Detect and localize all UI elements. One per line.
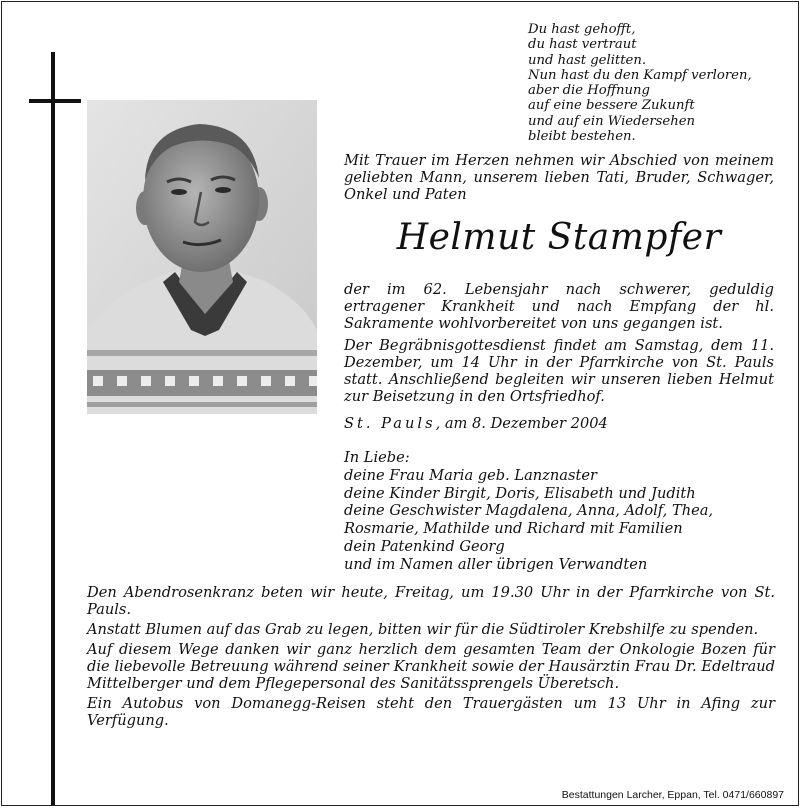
place-name: St. Pauls: [344, 415, 436, 432]
poem: [528, 22, 788, 144]
poem-line: bleibt bestehen.: [528, 129, 636, 145]
intro-paragraph: Mit Trauer im Herzen nehmen wir Abschied von meinem geliebten Mann, unserem lieben Tati, Bruder, Schwager, Onkel und Paten: [344, 152, 774, 204]
place-date: [344, 415, 608, 433]
deceased-name: Helmut Stampfer: [396, 217, 722, 258]
mourners-list: [344, 449, 784, 574]
funeral-home-credit: Bestattungen Larcher, Eppan, Tel. 0471/660897: [561, 789, 784, 801]
poem-line: aber die Hoffnung: [528, 83, 650, 99]
mourners-line: und im Namen aller übrigen Verwandten: [344, 555, 648, 573]
notice-donation: Anstatt Blumen auf das Grab zu legen, bitten wir für die Südtiroler Krebshilfe zu spenden.: [87, 620, 759, 638]
mourners-line: deine Kinder Birgit, Doris, Elisabeth und Judith: [344, 484, 696, 502]
details-paragraph: der im 62. Lebensjahr nach schwerer, geduldig ertragener Krankheit und nach Empfang der hl. Sakramente wohlvorbereitet von uns gegangen ist.: [344, 281, 774, 333]
portrait-photo: [87, 100, 317, 414]
poem-line: Du hast gehofft,: [528, 22, 636, 37]
obituary-notice: [1, 1, 799, 806]
cross-bar: [29, 99, 81, 103]
notice-rosary: Den Abendrosenkranz beten wir heute, Freitag, um 19.30 Uhr in der Pfarrkirche von St. Pauls.: [87, 584, 775, 619]
details-text: [344, 281, 774, 405]
notices: [87, 584, 775, 732]
mourners-line: dein Patenkind Georg: [344, 537, 505, 555]
mourners-line: deine Geschwister Magdalena, Anna, Adolf, Thea,: [344, 502, 714, 520]
funeral-paragraph: Der Begräbnisgottesdienst findet am Samstag, dem 11. Dezember, um 14 Uhr in der Pfarrkirche von St. Pauls statt. Anschließend begleiten wir unseren lieben Helmut zur Beisetzung in den Ortsfriedhof.: [344, 336, 774, 406]
date-text: , am 8. Dezember 2004: [435, 415, 608, 432]
poem-line: du hast vertraut: [528, 37, 637, 53]
notice-thanks: Auf diesem Wege danken wir ganz herzlich dem gesamten Team der Onkologie Bozen für die liebevolle Betreuung während seiner Krankheit sowie der Hausärztin Frau Dr. Edeltraud Mittelberger und dem Pflegepersonal des Sanitätssprengels Überetsch.: [87, 640, 775, 693]
poem-line: auf eine bessere Zukunft: [528, 98, 695, 114]
intro-text: [344, 152, 774, 204]
poem-line: und auf ein Wiedersehen: [528, 113, 696, 129]
cross-icon: [51, 52, 55, 806]
poem-line: Nun hast du den Kampf verloren,: [528, 67, 752, 83]
notice-bus: Ein Autobus von Domanegg-Reisen steht den Trauergästen um 13 Uhr in Afing zur Verfügung.: [87, 694, 775, 729]
mourners-line: deine Frau Maria geb. Lanznaster: [344, 466, 597, 484]
poem-line: und hast gelitten.: [528, 52, 647, 68]
mourners-line: In Liebe:: [344, 449, 410, 466]
mourners-line: Rosmarie, Mathilde und Richard mit Familien: [344, 520, 683, 538]
